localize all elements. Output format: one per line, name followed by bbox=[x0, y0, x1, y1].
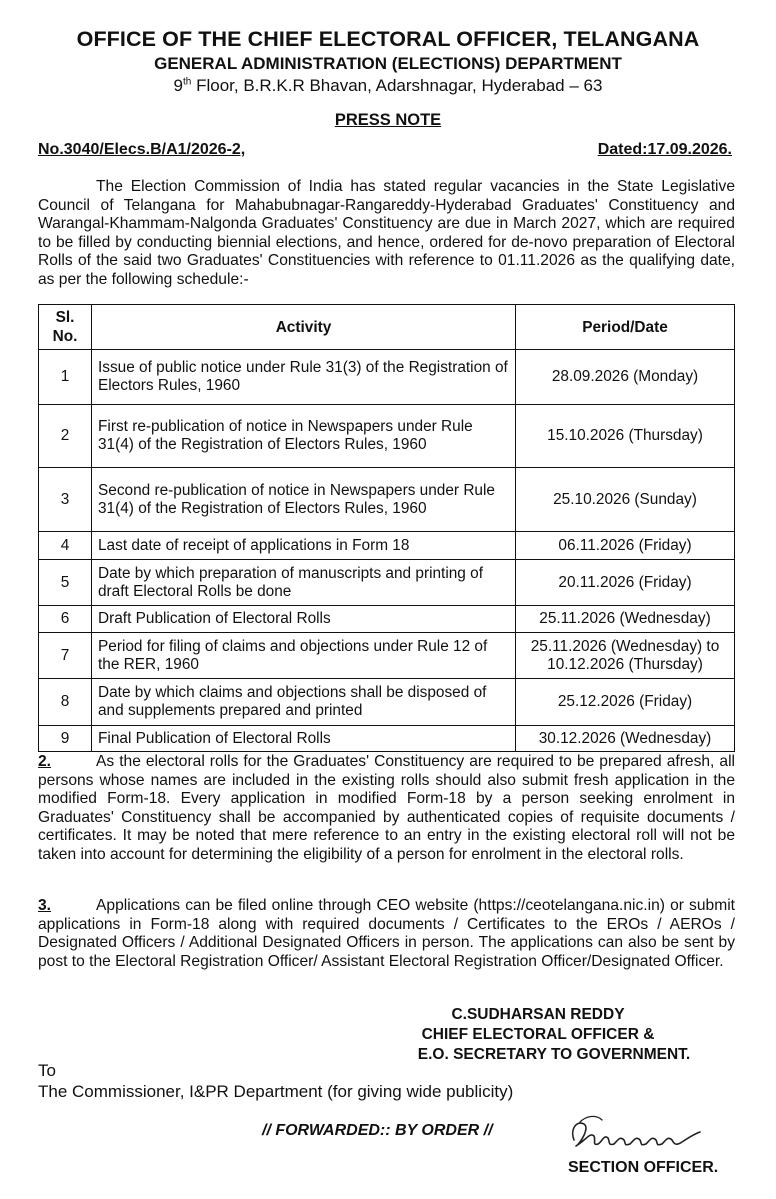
office-address bbox=[0, 76, 776, 96]
row-sl-no: 8 bbox=[39, 679, 92, 726]
row-date: 06.11.2026 (Friday) bbox=[516, 532, 735, 560]
signatory-name: C.SUDHARSAN REDDY bbox=[451, 1006, 625, 1023]
paragraph-2-number: 2. bbox=[38, 753, 52, 770]
row-sl-no: 3 bbox=[39, 468, 92, 532]
row-activity: Issue of public notice under Rule 31(3) of the Registration of Electors Rules, 1960 bbox=[92, 350, 516, 405]
row-sl-no: 2 bbox=[39, 405, 92, 468]
table-row bbox=[39, 606, 735, 633]
header-activity: Activity bbox=[92, 305, 516, 350]
row-date: 28.09.2026 (Monday) bbox=[516, 350, 735, 405]
row-sl-no: 6 bbox=[39, 606, 92, 633]
paragraph-2-text: As the electoral rolls for the Graduates' Constituency are required to be prepared afresh, all persons whose names are included in the existing rolls should also submit fresh application in the modified Form-18. Every application in modified Form-18 by a person seeking enrolment in Graduates' Constituency shall be accompanied by authenticated copies of requisite documents / certificates. It may be noted that mere reference to an entry in the existing electoral roll will not be taken into account for determining the eligibility of a person for enrolment in the electoral rolls. bbox=[38, 753, 735, 863]
to-label: To bbox=[38, 1061, 56, 1080]
table-row bbox=[39, 560, 735, 606]
row-date: 20.11.2026 (Friday) bbox=[516, 560, 735, 606]
signatory-designation-2: E.O. SECRETARY TO GOVERNMENT. bbox=[417, 1046, 691, 1063]
header-period-date: Period/Date bbox=[516, 305, 735, 350]
document-title: PRESS NOTE bbox=[334, 111, 442, 129]
table-row bbox=[39, 468, 735, 532]
table-header-row bbox=[39, 305, 735, 350]
schedule-table bbox=[38, 304, 735, 752]
header-sl-no: Sl. No. bbox=[39, 305, 92, 350]
handwritten-signature bbox=[566, 1110, 716, 1156]
row-sl-no: 1 bbox=[39, 350, 92, 405]
address-floor-number: 9 bbox=[173, 76, 184, 95]
row-activity: Period for filing of claims and objections under Rule 12 of the RER, 1960 bbox=[92, 633, 516, 679]
row-activity: Second re-publication of notice in Newspapers under Rule 31(4) of the Registration of Electors Rules, 1960 bbox=[92, 468, 516, 532]
row-sl-no: 5 bbox=[39, 560, 92, 606]
table-row bbox=[39, 532, 735, 560]
forwarded-by-order: // FORWARDED:: BY ORDER // bbox=[262, 1122, 493, 1139]
table-row bbox=[39, 679, 735, 726]
row-activity: Date by which preparation of manuscripts and printing of draft Electoral Rolls be done bbox=[92, 560, 516, 606]
row-sl-no: 4 bbox=[39, 532, 92, 560]
row-date: 25.12.2026 (Friday) bbox=[516, 679, 735, 726]
signatory-designation: CHIEF ELECTORAL OFFICER & bbox=[421, 1026, 655, 1043]
paragraph-3-text: Applications can be filed online through CEO website (https://ceotelangana.nic.in) or submit applications in Form-18 along with required documents / Certificates to the EROs / AEROs / Designated Officers / Additional Designated Officers in person. The applications can also be sent by post to the Electoral Registration Officer/ Assistant Electoral Registration Officer/Designated Officer. bbox=[38, 897, 735, 970]
office-heading: OFFICE OF THE CHIEF ELECTORAL OFFICER, TELANGANA bbox=[76, 27, 700, 51]
department-heading: GENERAL ADMINISTRATION (ELECTIONS) DEPARTMENT bbox=[154, 54, 622, 73]
row-activity: Date by which claims and objections shall be disposed of and supplements prepared and printed bbox=[92, 679, 516, 726]
table-row bbox=[39, 633, 735, 679]
row-date: 25.11.2026 (Wednesday) bbox=[516, 606, 735, 633]
row-activity: Draft Publication of Electoral Rolls bbox=[92, 606, 516, 633]
row-activity: First re-publication of notice in Newspapers under Rule 31(4) of the Registration of Electors Rules, 1960 bbox=[92, 405, 516, 468]
row-activity: Final Publication of Electoral Rolls bbox=[92, 726, 516, 752]
intro-paragraph: The Election Commission of India has stated regular vacancies in the State Legislative Council of Telangana for Mahabubnagar-Rangareddy-Hyderabad Graduates' Constituency and Warangal-Khammam-Nalgonda Graduates' Constituency are due in March 2027, which are required to be filled by conducting biennial elections, and hence, ordered for de-novo preparation of Electoral Rolls of the said two Graduates' Constituencies with reference to 01.11.2026 as the qualifying date, as per the following schedule:- bbox=[38, 178, 735, 288]
row-sl-no: 7 bbox=[39, 633, 92, 679]
row-date: 25.10.2026 (Sunday) bbox=[516, 468, 735, 532]
paragraph-2 bbox=[38, 753, 735, 865]
table-row bbox=[39, 405, 735, 468]
address-floor-suffix: th bbox=[183, 76, 192, 88]
section-officer-label: SECTION OFFICER. bbox=[568, 1159, 719, 1176]
to-recipient: The Commissioner, I&PR Department (for giving wide publicity) bbox=[38, 1082, 514, 1101]
row-date: 30.12.2026 (Wednesday) bbox=[516, 726, 735, 752]
row-activity: Last date of receipt of applications in Form 18 bbox=[92, 532, 516, 560]
row-sl-no: 9 bbox=[39, 726, 92, 752]
row-date: 15.10.2026 (Thursday) bbox=[516, 405, 735, 468]
address-rest: Floor, B.R.K.R Bhavan, Adarshnagar, Hyderabad – 63 bbox=[191, 76, 603, 95]
table-row bbox=[39, 350, 735, 405]
row-date: 25.11.2026 (Wednesday) to 10.12.2026 (Thursday) bbox=[516, 633, 735, 679]
table-row bbox=[39, 726, 735, 752]
reference-number: No.3040/Elecs.B/A1/2026-2, bbox=[38, 141, 246, 158]
paragraph-3-number: 3. bbox=[38, 897, 52, 914]
paragraph-3 bbox=[38, 897, 735, 971]
document-date: Dated:17.09.2026. bbox=[597, 141, 732, 158]
